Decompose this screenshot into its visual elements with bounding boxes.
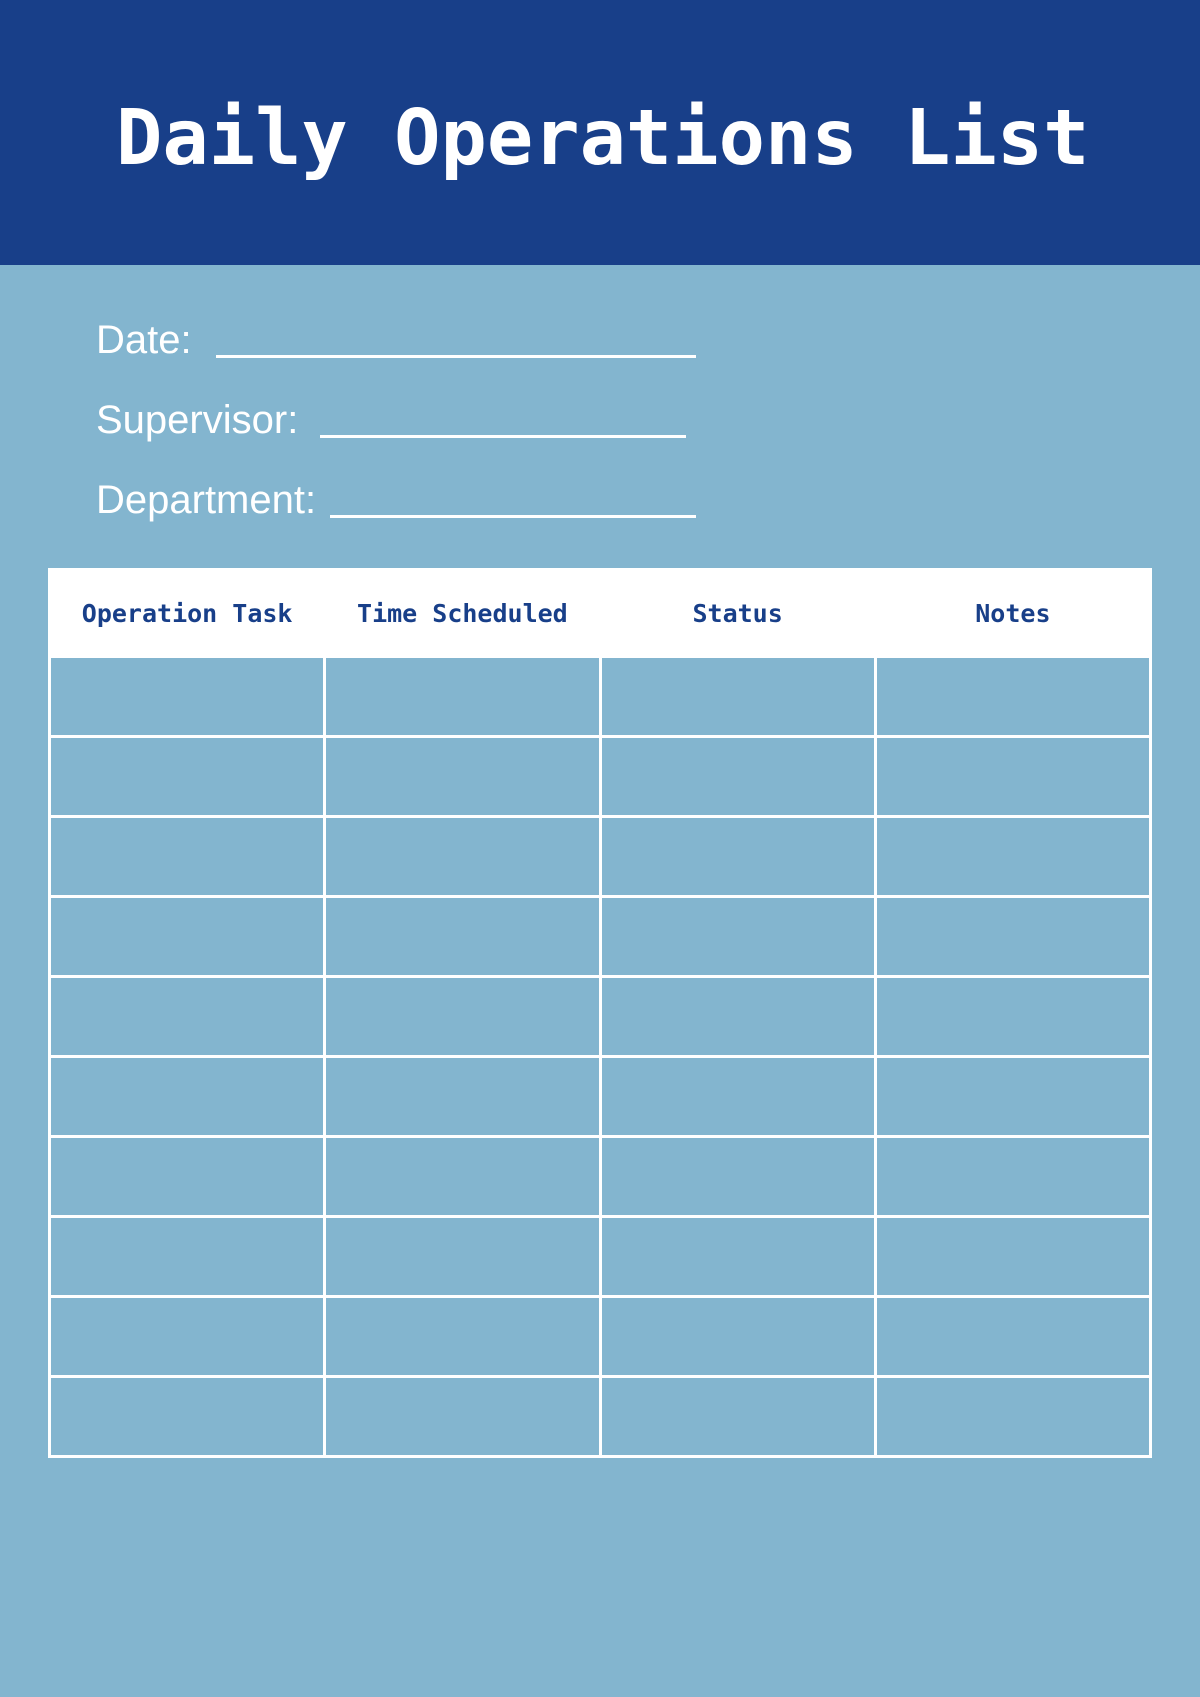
table-row bbox=[50, 977, 1151, 1057]
column-header-status: Status bbox=[600, 570, 875, 657]
column-header-operation-task: Operation Task bbox=[50, 570, 325, 657]
table-cell-status[interactable] bbox=[600, 1057, 875, 1137]
table-cell-status[interactable] bbox=[600, 1377, 875, 1457]
table-row bbox=[50, 817, 1151, 897]
department-field bbox=[96, 472, 696, 520]
department-input-line[interactable] bbox=[330, 515, 696, 518]
table-cell-operation-task[interactable] bbox=[50, 977, 325, 1057]
supervisor-label: Supervisor: bbox=[96, 398, 299, 442]
table-cell-notes[interactable] bbox=[875, 1217, 1150, 1297]
table-row bbox=[50, 657, 1151, 737]
table-cell-notes[interactable] bbox=[875, 1057, 1150, 1137]
table-cell-operation-task[interactable] bbox=[50, 1297, 325, 1377]
table-cell-status[interactable] bbox=[600, 1297, 875, 1377]
table-cell-time-scheduled[interactable] bbox=[325, 1057, 600, 1137]
table-cell-notes[interactable] bbox=[875, 657, 1150, 737]
table-cell-status[interactable] bbox=[600, 737, 875, 817]
supervisor-field bbox=[96, 392, 686, 440]
table-cell-status[interactable] bbox=[600, 657, 875, 737]
operations-table bbox=[48, 568, 1152, 1458]
table-cell-operation-task[interactable] bbox=[50, 1137, 325, 1217]
table-cell-time-scheduled[interactable] bbox=[325, 1297, 600, 1377]
table-cell-notes[interactable] bbox=[875, 817, 1150, 897]
table-cell-time-scheduled[interactable] bbox=[325, 1377, 600, 1457]
column-header-time-scheduled: Time Scheduled bbox=[325, 570, 600, 657]
column-header-notes: Notes bbox=[875, 570, 1150, 657]
operations-table-container bbox=[48, 568, 1152, 1458]
table-cell-operation-task[interactable] bbox=[50, 897, 325, 977]
table-cell-operation-task[interactable] bbox=[50, 1217, 325, 1297]
table-cell-operation-task[interactable] bbox=[50, 1057, 325, 1137]
table-body bbox=[50, 657, 1151, 1457]
table-row bbox=[50, 1057, 1151, 1137]
table-header-row bbox=[50, 570, 1151, 657]
table-cell-time-scheduled[interactable] bbox=[325, 817, 600, 897]
table-cell-time-scheduled[interactable] bbox=[325, 737, 600, 817]
table-cell-time-scheduled[interactable] bbox=[325, 657, 600, 737]
table-row bbox=[50, 1137, 1151, 1217]
table-row bbox=[50, 897, 1151, 977]
table-row bbox=[50, 1217, 1151, 1297]
table-cell-operation-task[interactable] bbox=[50, 737, 325, 817]
table-cell-time-scheduled[interactable] bbox=[325, 1217, 600, 1297]
date-label: Date: bbox=[96, 318, 192, 362]
table-cell-operation-task[interactable] bbox=[50, 1377, 325, 1457]
table-cell-status[interactable] bbox=[600, 897, 875, 977]
table-cell-status[interactable] bbox=[600, 1137, 875, 1217]
table-cell-time-scheduled[interactable] bbox=[325, 977, 600, 1057]
table-cell-operation-task[interactable] bbox=[50, 817, 325, 897]
table-cell-notes[interactable] bbox=[875, 1137, 1150, 1217]
department-label: Department: bbox=[96, 478, 317, 522]
date-field bbox=[96, 312, 696, 360]
table-cell-notes[interactable] bbox=[875, 737, 1150, 817]
table-row bbox=[50, 1377, 1151, 1457]
table-cell-operation-task[interactable] bbox=[50, 657, 325, 737]
table-cell-notes[interactable] bbox=[875, 1377, 1150, 1457]
table-cell-status[interactable] bbox=[600, 1217, 875, 1297]
table-cell-notes[interactable] bbox=[875, 1297, 1150, 1377]
table-cell-time-scheduled[interactable] bbox=[325, 897, 600, 977]
table-row bbox=[50, 1297, 1151, 1377]
table-cell-time-scheduled[interactable] bbox=[325, 1137, 600, 1217]
table-cell-status[interactable] bbox=[600, 817, 875, 897]
page-title: Daily Operations List bbox=[116, 94, 1090, 183]
table-row bbox=[50, 737, 1151, 817]
date-input-line[interactable] bbox=[216, 355, 696, 358]
table-cell-status[interactable] bbox=[600, 977, 875, 1057]
supervisor-input-line[interactable] bbox=[320, 435, 686, 438]
table-cell-notes[interactable] bbox=[875, 977, 1150, 1057]
table-cell-notes[interactable] bbox=[875, 897, 1150, 977]
header-band bbox=[0, 0, 1200, 265]
